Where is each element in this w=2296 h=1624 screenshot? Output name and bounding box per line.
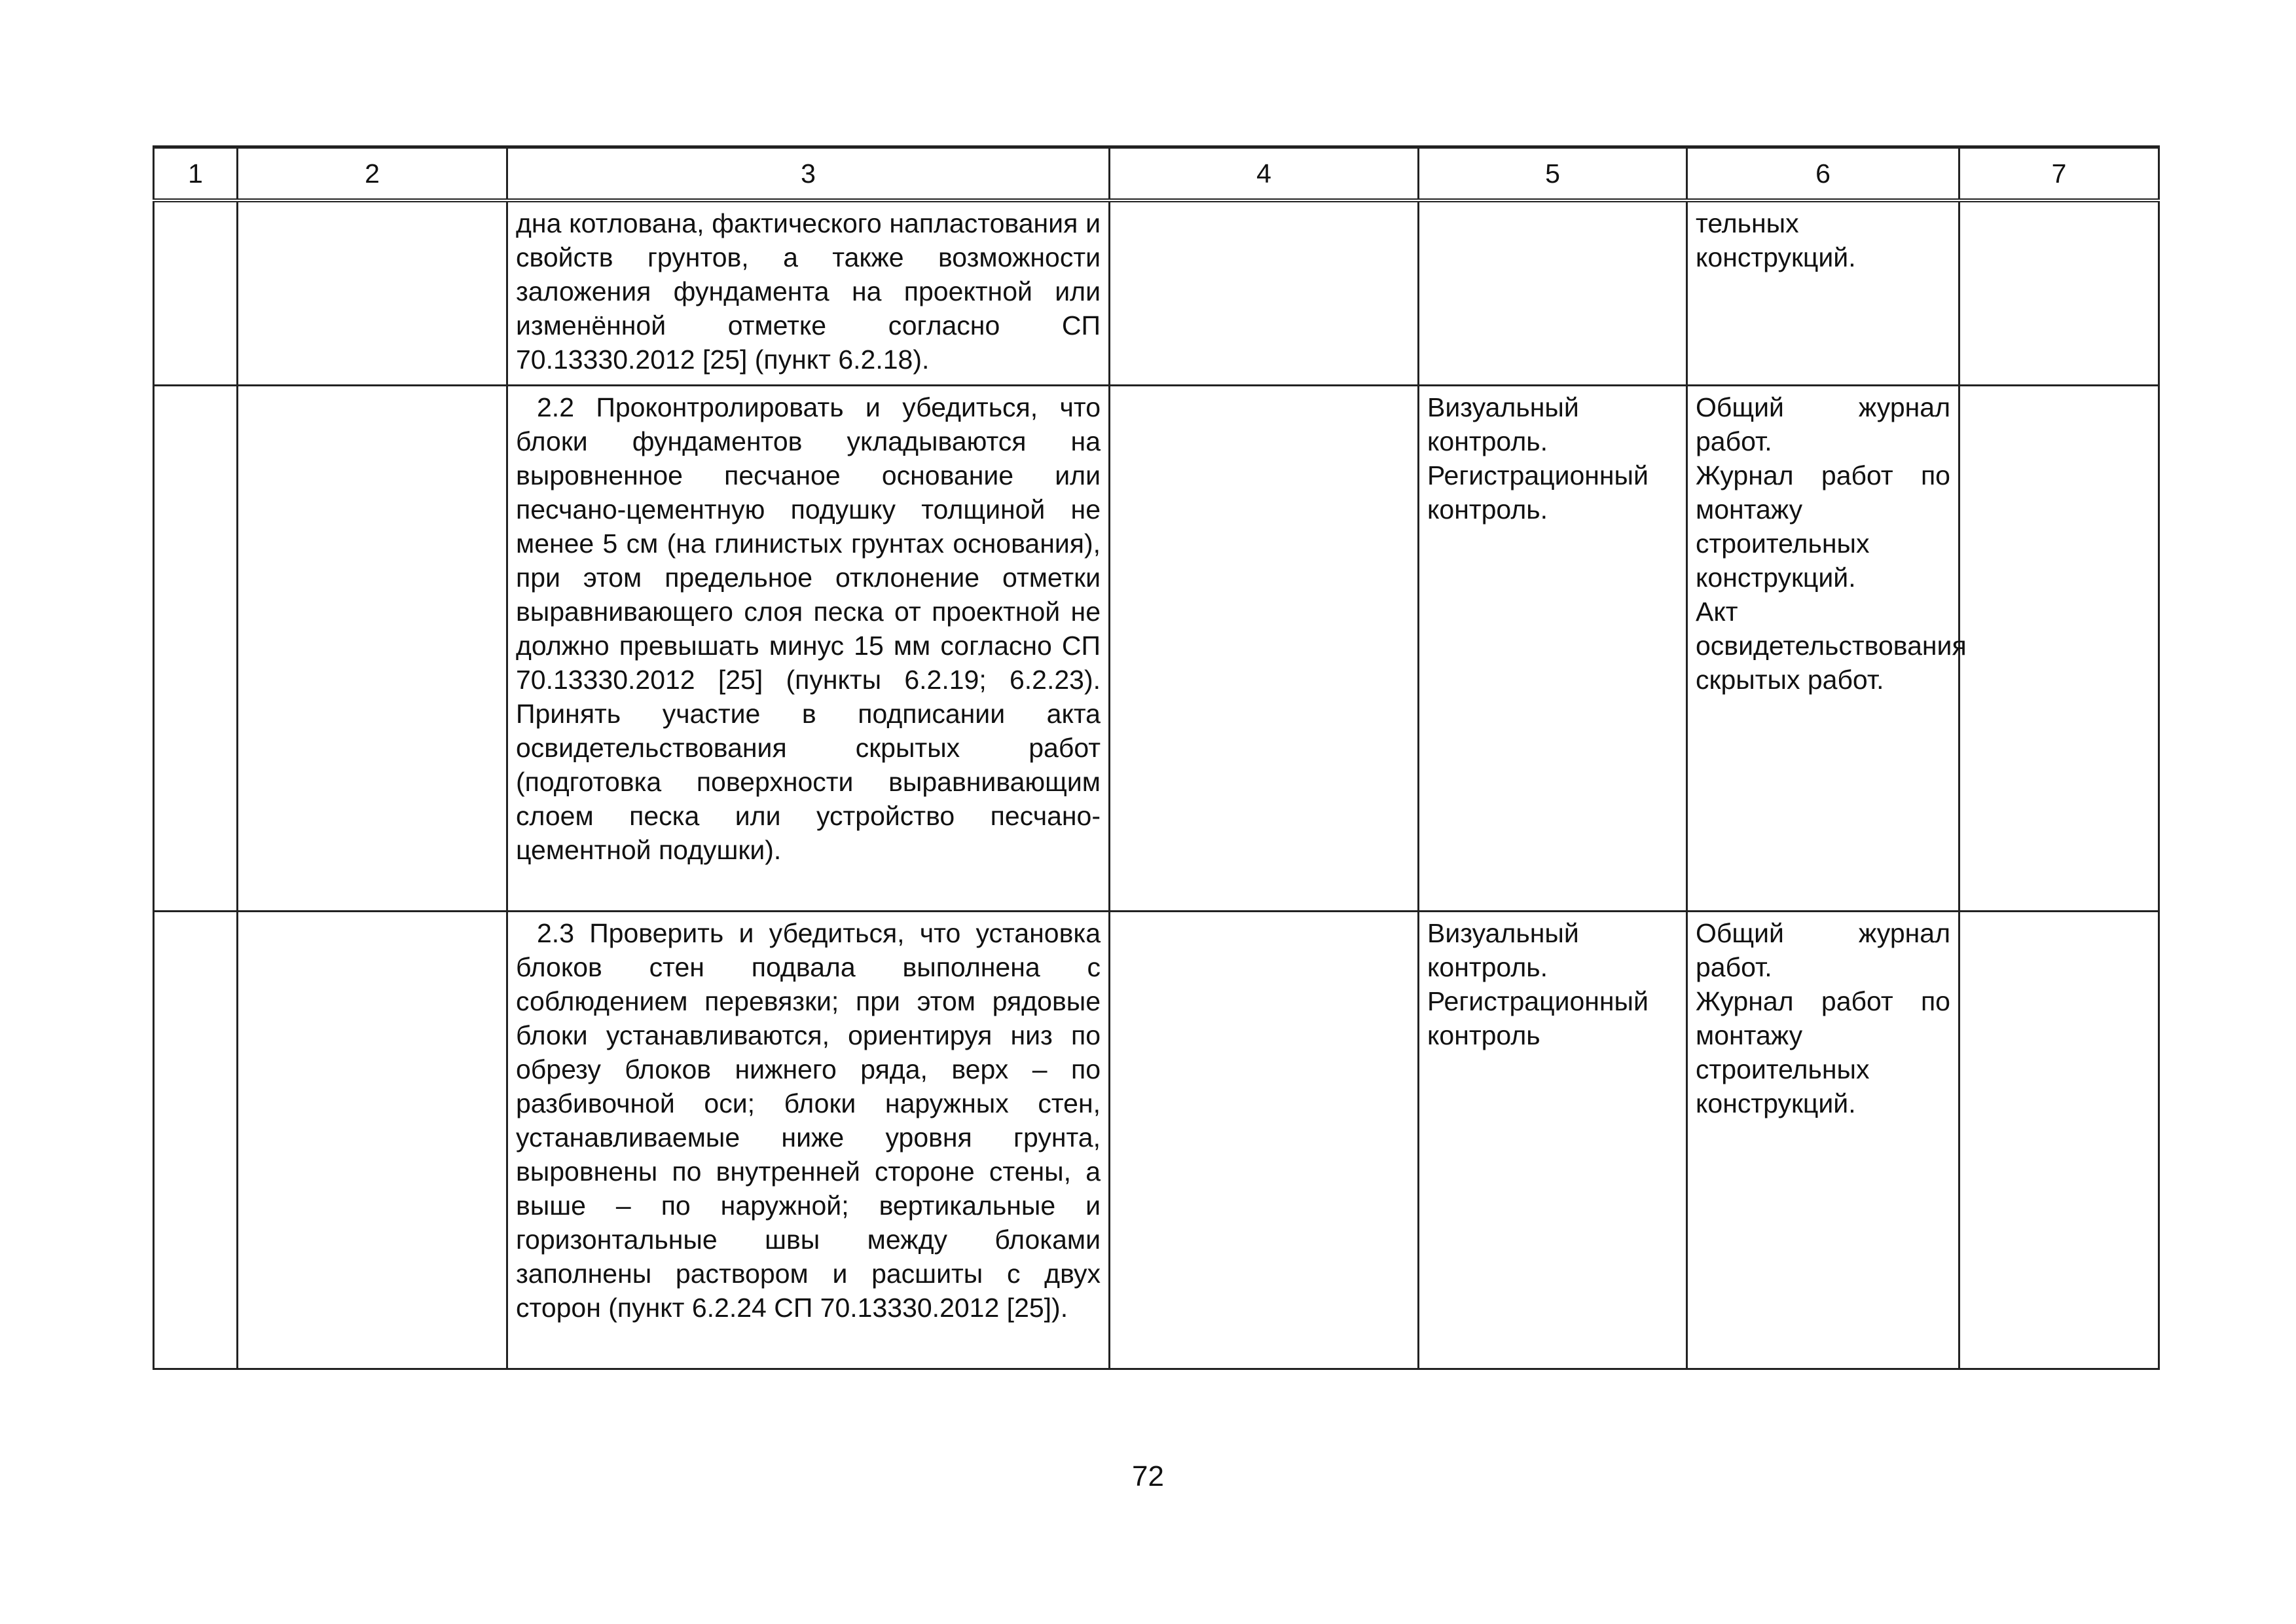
cell-col-7 bbox=[1959, 912, 2159, 1369]
requirement-text: 2.2 Проконтролировать и убедиться, что блоки фундаментов укладываются на выровненное песчаное основание или песчано-цементную подушку толщиной не менее 5 см (на глинистых грунтах основания), при этом предельное отклонение отметки выравнивающего слоя песка от проектной не должно превышать минус 15 мм согласно СП 70.13330.2012 [25] (пункты 6.2.19; 6.2.23). Принять участие в подписании акта освидетельствования скрытых работ (подготовка поверхности выравнивающим слоем песка или устройство песчано-цементной подушки). bbox=[516, 392, 1101, 865]
cell-col-4 bbox=[1110, 200, 1419, 386]
header-col-7: 7 bbox=[1959, 147, 2159, 201]
control-method-registration: Регистрационный контроль. bbox=[1427, 460, 1649, 525]
control-method-registration: Регистрационный контроль bbox=[1427, 986, 1649, 1050]
cell-col-3 bbox=[507, 912, 1110, 1369]
table-row bbox=[154, 200, 2159, 386]
document-general-journal: Общий журнал работ. bbox=[1696, 918, 1950, 982]
control-method-visual: Визуальный контроль. bbox=[1427, 918, 1579, 982]
cell-col-2 bbox=[238, 386, 507, 912]
cell-col-2 bbox=[238, 200, 507, 386]
cell-col-5 bbox=[1419, 386, 1687, 912]
document-general-journal: Общий журнал работ. bbox=[1696, 392, 1950, 456]
cell-col-6 bbox=[1687, 912, 1959, 1369]
header-col-1: 1 bbox=[154, 147, 238, 201]
cell-col-2 bbox=[238, 912, 507, 1369]
header-col-6: 6 bbox=[1687, 147, 1959, 201]
header-col-2: 2 bbox=[238, 147, 507, 201]
header-col-3: 3 bbox=[507, 147, 1110, 201]
table-header-row bbox=[154, 147, 2159, 201]
cell-col-5 bbox=[1419, 912, 1687, 1369]
cell-col-7 bbox=[1959, 386, 2159, 912]
cell-col-3 bbox=[507, 386, 1110, 912]
cell-col-4 bbox=[1110, 912, 1419, 1369]
document-assembly-journal: Журнал работ по монтажу строительных конструкций. bbox=[1696, 986, 1950, 1118]
cell-col-6 bbox=[1687, 200, 1959, 386]
cell-col-1 bbox=[154, 200, 238, 386]
cell-col-1 bbox=[154, 912, 238, 1369]
inspection-table bbox=[153, 145, 2160, 1370]
header-col-4: 4 bbox=[1110, 147, 1419, 201]
table-row bbox=[154, 386, 2159, 912]
requirement-text: дна котлована, фактического напластования и свойств грунтов, а также возможности заложения фундамента на проектной или изменённой отметке согласно СП 70.13330.2012 [25] (пункт 6.2.18). bbox=[516, 208, 1101, 375]
document-text: тельных конструкций. bbox=[1696, 208, 1856, 272]
cell-col-4 bbox=[1110, 386, 1419, 912]
control-method-visual: Визуальный контроль. bbox=[1427, 392, 1579, 456]
cell-col-5 bbox=[1419, 200, 1687, 386]
page-number: 72 bbox=[1132, 1460, 1164, 1492]
header-col-5: 5 bbox=[1419, 147, 1687, 201]
cell-col-6 bbox=[1687, 386, 1967, 912]
requirement-text: 2.3 Проверить и убедиться, что установка блоков стен подвала выполнена с соблюдением перевязки; при этом рядовые блоки устанавливаются, ориентируя низ по обрезу блоков нижнего ряда, верх – по разбивочной оси; блоки наружных стен, устанавливаемые ниже уровня грунта, выровнены по внутренней стороне стены, а выше – по наружной; вертикальные и горизонтальные швы между блоками заполнены раствором и расшиты с двух сторон (пункт 6.2.24 СП 70.13330.2012 [25]). bbox=[516, 918, 1101, 1323]
cell-col-3 bbox=[507, 200, 1110, 386]
document-hidden-works-act: Акт освидетельствования скрытых работ. bbox=[1696, 597, 1967, 695]
cell-col-7 bbox=[1959, 200, 2159, 386]
cell-col-1 bbox=[154, 386, 238, 912]
document-assembly-journal: Журнал работ по монтажу строительных конструкций. bbox=[1696, 460, 1950, 593]
table-row bbox=[154, 912, 2159, 1369]
